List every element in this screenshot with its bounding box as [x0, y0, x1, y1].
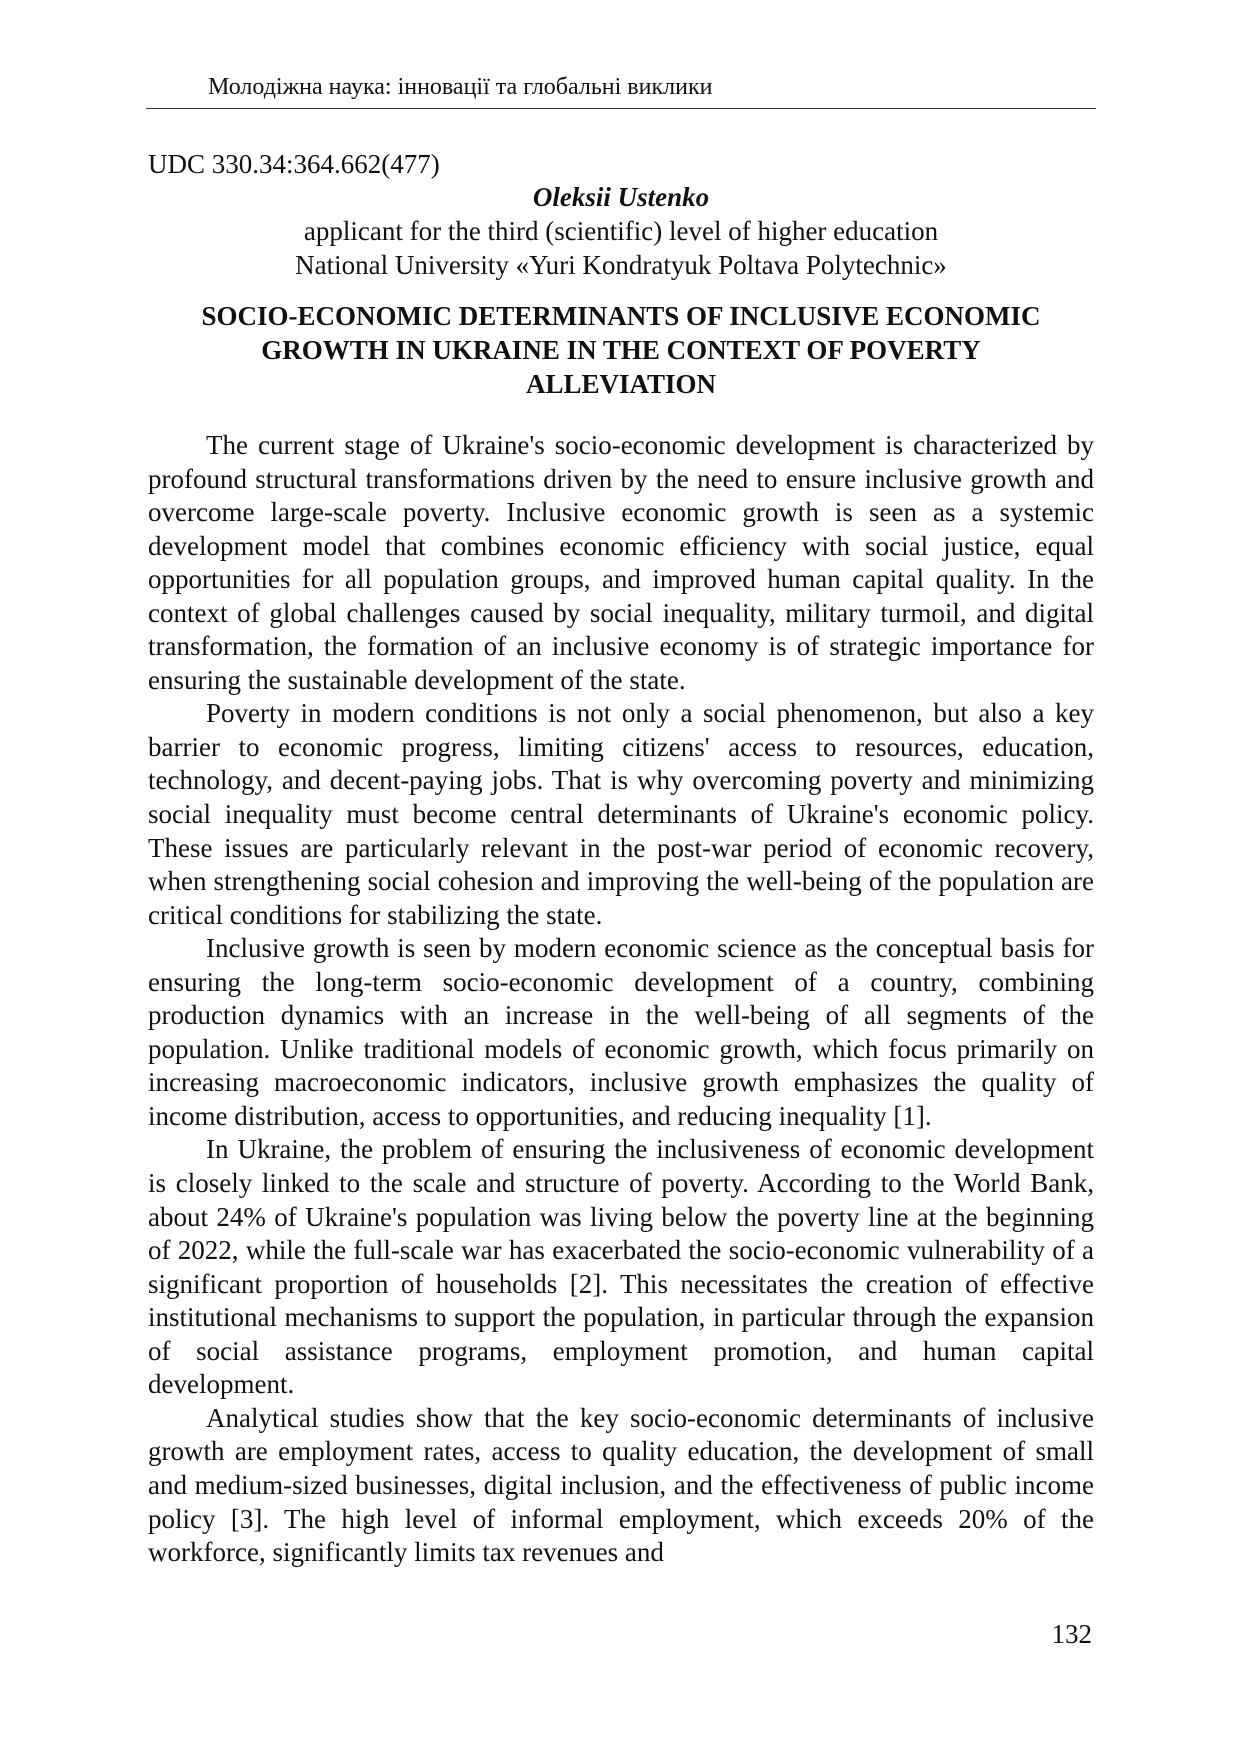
author-block	[148, 180, 1094, 282]
running-header-title: Молодіжна наука: інновації та глобальні виклики	[208, 74, 713, 100]
paragraph: Analytical studies show that the key socio-economic determinants of inclusive growth are employment rates, access to quality education, the development of small and medium-sized businesses, digital inclusion, and the effectiveness of public income policy [3]. The high level of informal employment, which exceeds 20% of the workforce, significantly limits tax revenues and	[148, 1402, 1094, 1568]
author-affiliation-status: applicant for the third (scientific) level of higher education	[303, 216, 939, 246]
paragraph: The current stage of Ukraine's socio-economic development is characterized by profound structural transformations driven by the need to ensure inclusive growth and overcome large-scale poverty. Inclusive economic growth is seen as a systemic development model that combines economic efficiency with social justice, equal opportunities for all population groups, and improved human capital quality. In the context of global challenges caused by social inequality, military turmoil, and digital transformation, the formation of an inclusive economy is of strategic importance for ensuring the sustainable development of the state.	[148, 430, 1094, 695]
author-name: Oleksii Ustenko	[532, 182, 710, 212]
article-title: SOCIO-ECONOMIC DETERMINANTS OF INCLUSIVE ECONOMIC GROWTH IN UKRAINE IN THE CONTEXT OF POVERTY ALLEVIATION	[201, 301, 1041, 399]
article-content	[148, 148, 1094, 1570]
page-number: 132	[1051, 1619, 1092, 1649]
paragraph: In Ukraine, the problem of ensuring the inclusiveness of economic development is closely linked to the scale and structure of poverty. According to the World Bank, about 24% of Ukraine's population was living below the poverty line at the beginning of 2022, while the full-scale war has exacerbated the socio-economic vulnerability of a significant proportion of households [2]. This necessitates the creation of effective institutional mechanisms to support the population, in particular through the expansion of social assistance programs, employment promotion, and human capital development.	[148, 1134, 1094, 1400]
article-body	[148, 429, 1094, 1570]
paragraph: Poverty in modern conditions is not only a social phenomenon, but also a key barrier to economic progress, limiting citizens' access to resources, education, technology, and decent-paying jobs. That is why overcoming poverty and minimizing social inequality must become central determinants of Ukraine's economic policy. These issues are particularly relevant in the post-war period of economic recovery, when strengthening social cohesion and improving the well-being of the population are critical conditions for stabilizing the state.	[148, 698, 1094, 930]
udc-code: UDC 330.34:364.662(477)	[148, 149, 440, 179]
author-affiliation-university: National University «Yuri Kondratyuk Poltava Polytechnic»	[295, 250, 947, 280]
header-divider	[146, 108, 1096, 109]
paragraph: Inclusive growth is seen by modern economic science as the conceptual basis for ensuring the long-term socio-economic development of a country, combining production dynamics with an increase in the well-being of all segments of the population. Unlike traditional models of economic growth, which focus primarily on increasing macroeconomic indicators, inclusive growth emphasizes the quality of income distribution, access to opportunities, and reducing inequality [1].	[148, 933, 1094, 1131]
